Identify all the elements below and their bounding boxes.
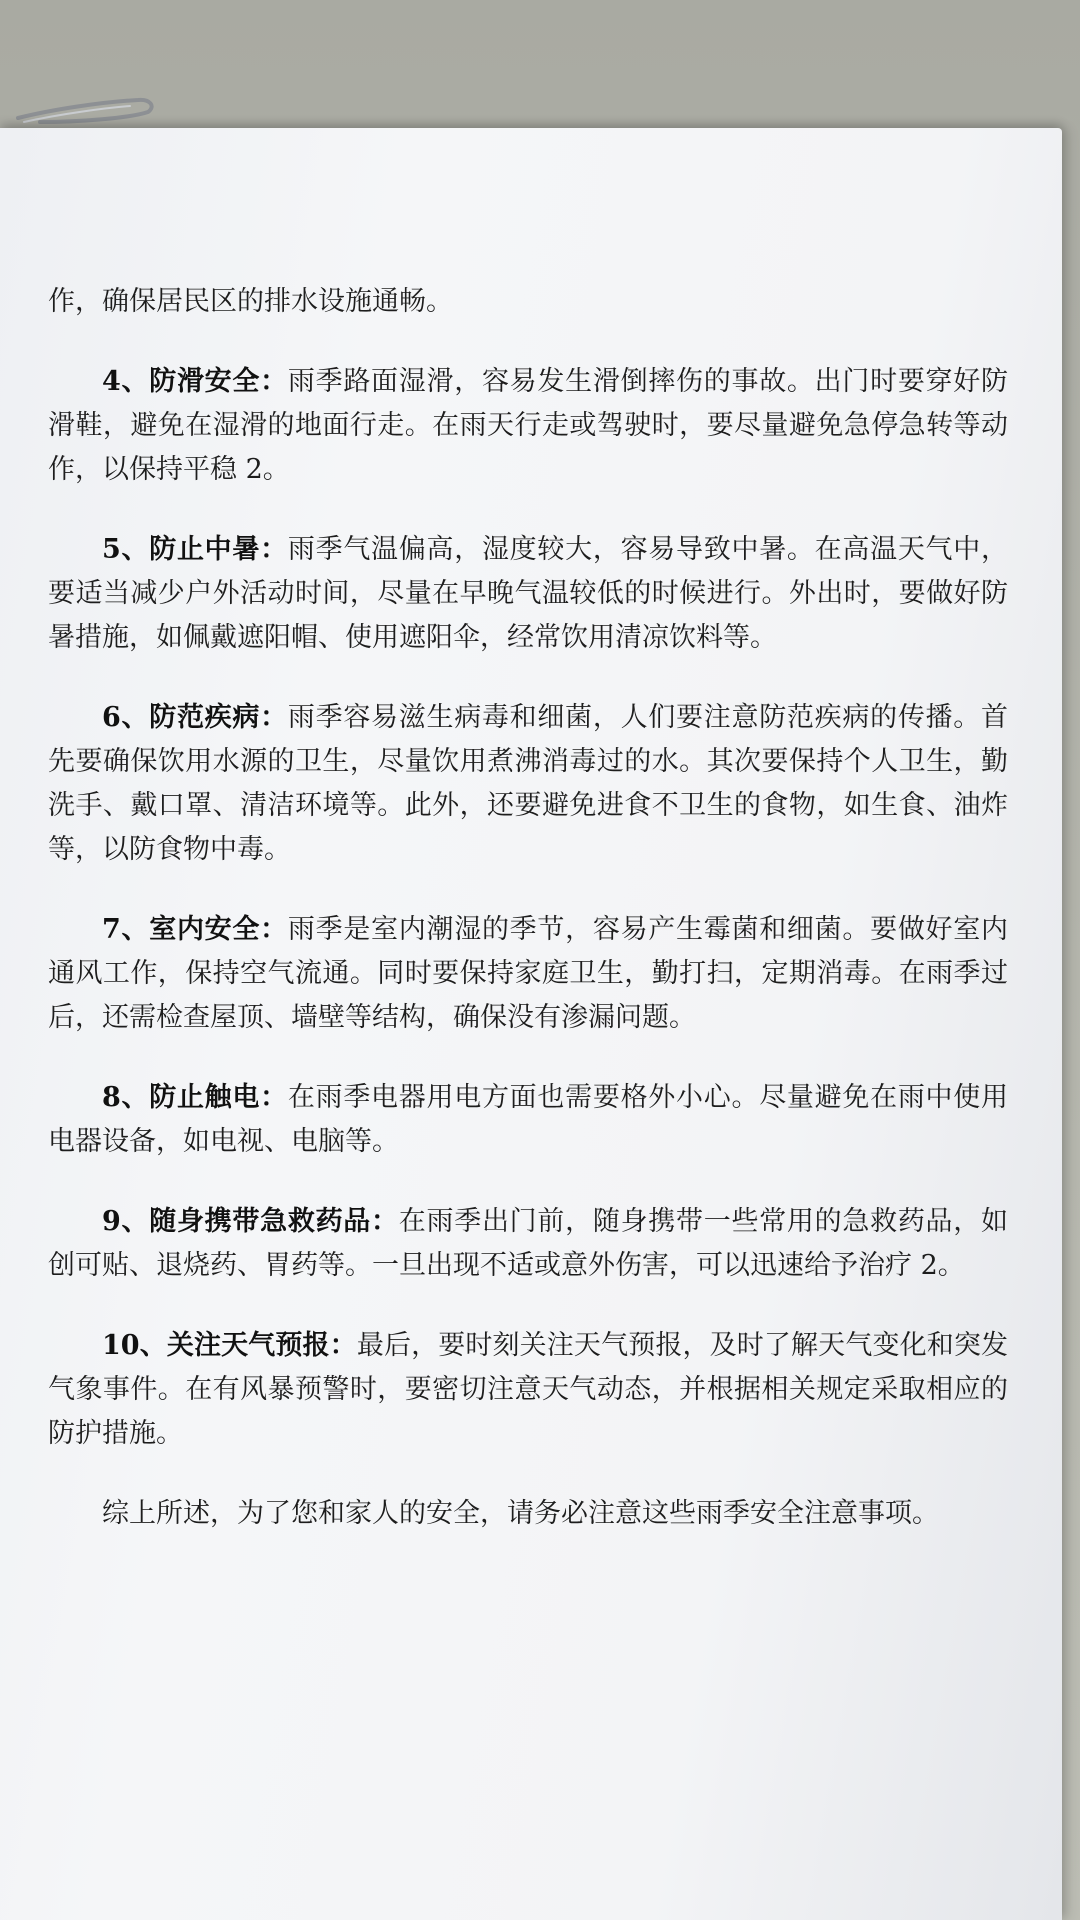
item-body: 雨季气温偏高，湿度较大，容易导致中暑。在高温天气中，要适当减少户外活动时间，尽量在早晚气温较低的时候进行。外出时，要做好防暑措施，如佩戴遮阳帽、使用遮阳伞，经常饮用清凉饮料等。: [48, 534, 1009, 653]
item-6: [48, 696, 1008, 872]
item-heading: 10、关注天气预报：: [102, 1330, 357, 1361]
item-heading: 9、随身携带急救药品：: [102, 1206, 399, 1237]
item-9: [48, 1200, 1008, 1288]
item-4: [48, 360, 1008, 492]
item-heading: 7、室内安全：: [102, 914, 288, 945]
paper-clip-icon: [10, 92, 160, 128]
document-body: [48, 280, 1008, 1572]
item-body: 在雨季出门前，随身携带一些常用的急救药品，如创可贴、退烧药、胃药等。一旦出现不适或意外伤害，可以迅速给予治疗 2。: [48, 1206, 1008, 1281]
item-body: 雨季路面湿滑，容易发生滑倒摔伤的事故。出门时要穿好防滑鞋，避免在湿滑的地面行走。在雨天行走或驾驶时，要尽量避免急停急转等动作，以保持平稳 2。: [48, 366, 1009, 485]
item-heading: 4、防滑安全：: [102, 366, 288, 397]
item-10: [48, 1324, 1008, 1456]
item-body: 在雨季电器用电方面也需要格外小心。尽量避免在雨中使用电器设备，如电视、电脑等。: [48, 1082, 1009, 1157]
item-heading: 6、防范疾病：: [102, 702, 288, 733]
item-8: [48, 1076, 1008, 1164]
closing-paragraph: 综上所述，为了您和家人的安全，请务必注意这些雨季安全注意事项。: [102, 1498, 939, 1529]
item-heading: 5、防止中暑：: [102, 534, 288, 565]
item-heading: 8、防止触电：: [102, 1082, 288, 1113]
opening-line: 作，确保居民区的排水设施通畅。: [48, 286, 453, 317]
item-5: [48, 528, 1008, 660]
item-body: 雨季容易滋生病毒和细菌，人们要注意防范疾病的传播。首先要确保饮用水源的卫生，尽量饮用煮沸消毒过的水。其次要保持个人卫生，勤洗手、戴口罩、清洁环境等。此外，还要避免进食不卫生的食物，如生食、油炸等，以防食物中毒。: [48, 702, 1009, 865]
item-7: [48, 908, 1008, 1040]
item-body: 雨季是室内潮湿的季节，容易产生霉菌和细菌。要做好室内通风工作，保持空气流通。同时要保持家庭卫生，勤打扫，定期消毒。在雨季过后，还需检查屋顶、墙壁等结构，确保没有渗漏问题。: [48, 914, 1009, 1033]
item-body: 最后，要时刻关注天气预报，及时了解天气变化和突发气象事件。在有风暴预警时，要密切注意天气动态，并根据相关规定采取相应的防护措施。: [48, 1330, 1009, 1449]
